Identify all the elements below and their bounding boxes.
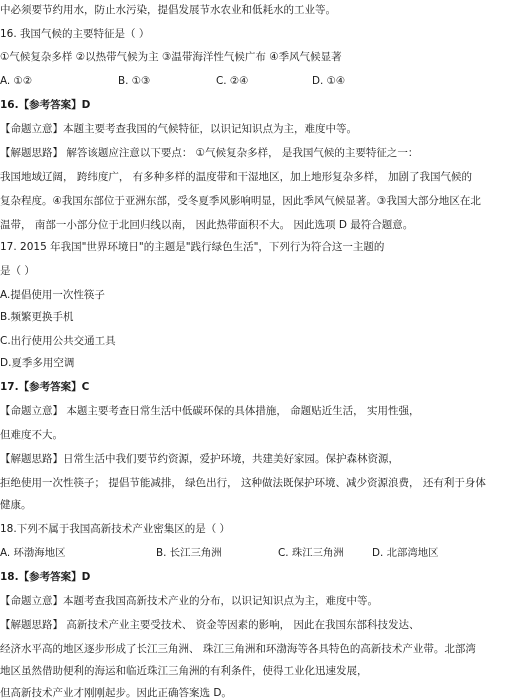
- analysis-17-line-1: 【解题思路】日常生活中我们要节约资源，爱护环境，共建美好家园。保护森林资源，: [0, 453, 399, 465]
- question-17-cont: 是（ ）: [0, 265, 35, 277]
- analysis-16-line-1: 【解题思路】 解答该题应注意以下要点： ①气候复杂多样， 是我国气候的主要特征之一：: [0, 147, 419, 159]
- option-b: B. 长江三角洲: [156, 547, 222, 559]
- option-d: D. ①④: [312, 75, 346, 87]
- analysis-18-line-4: 但高新技术产业才刚刚起步。因此正确答案选 D。: [0, 687, 232, 699]
- option-c: C. 珠江三角洲: [278, 547, 344, 559]
- option-b: B. ①③: [118, 75, 151, 87]
- option-c: C. ②④: [216, 75, 249, 87]
- question-16-options: [0, 74, 531, 88]
- analysis-18-line-3: 地区虽然借助便利的海运和临近珠江三角洲的有利条件，使得工业化迅速发展，: [0, 665, 368, 677]
- answer-17: 17.【参考答案】C: [0, 381, 90, 393]
- analysis-16-line-2: 我国地域辽阔， 跨纬度广， 有多种多样的温度带和干湿地区，加上地形复杂多样， 加剧了我国气候的: [0, 171, 473, 183]
- analysis-18-line-2: 经济水平高的地区逐步形成了长江三角洲、 珠江三角洲和环渤海等各具特色的高新技术产业带。北部湾: [0, 643, 476, 655]
- intent-18: 【命题立意】本题考查我国高新技术产业的分布，以识记知识点为主，难度中等。: [0, 595, 378, 607]
- option-b: B.频繁更换手机: [0, 311, 74, 323]
- option-a: A.提倡使用一次性筷子: [0, 289, 105, 301]
- option-d: D.夏季多用空调: [0, 357, 75, 369]
- intent-17-line-1: 【命题立意】 本题主要考查日常生活中低碳环保的具体措施， 命题贴近生活， 实用性强，: [0, 405, 420, 417]
- question-16-statements: ①气候复杂多样 ②以热带气候为主 ③温带海洋性气候广布 ④季风气候显著: [0, 51, 342, 63]
- analysis-16-line-4: 温带， 南部一小部分位于北回归线以南， 因此热带面积不大。 因此选项 D 最符合题意。: [0, 219, 414, 231]
- question-16: 16. 我国气候的主要特征是（ ）: [0, 28, 150, 40]
- analysis-17-line-3: 健康。: [0, 499, 32, 511]
- answer-16: 16.【参考答案】D: [0, 99, 91, 111]
- analysis-17-line-2: 拒绝使用一次性筷子； 提倡节能减排， 绿色出行， 这种做法既保护环境、减少资源浪费， 还有利于身体: [0, 477, 486, 489]
- analysis-18-line-1: 【解题思路】 高新技术产业主要受技术、 资金等因素的影响， 因此在我国东部科技发达、: [0, 619, 420, 631]
- option-a: A. ①②: [0, 75, 33, 87]
- question-17: 17. 2015 年我国"世界环境日"的主题是"践行绿色生活"，下列行为符合这一主题的: [0, 241, 385, 253]
- question-18-options: [0, 546, 531, 560]
- intent-17-line-2: 但难度不大。: [0, 429, 63, 441]
- analysis-16-line-3: 复杂程度。④我国东部位于亚洲东部，受冬夏季风影响明显，因此季风气候显著。③我国大部分地区在北: [0, 195, 481, 207]
- text-line: 中必须要节约用水，防止水污染，提倡发展节水农业和低耗水的工业等。: [0, 4, 336, 16]
- question-18: 18.下列不属于我国高新技术产业密集区的是（ ）: [0, 523, 231, 535]
- option-a: A. 环渤海地区: [0, 547, 66, 559]
- intent-16: 【命题立意】本题主要考查我国的气候特征，以识记知识点为主，难度中等。: [0, 123, 357, 135]
- option-c: C.出行使用公共交通工具: [0, 335, 116, 347]
- answer-18: 18.【参考答案】D: [0, 571, 91, 583]
- option-d: D. 北部湾地区: [372, 547, 439, 559]
